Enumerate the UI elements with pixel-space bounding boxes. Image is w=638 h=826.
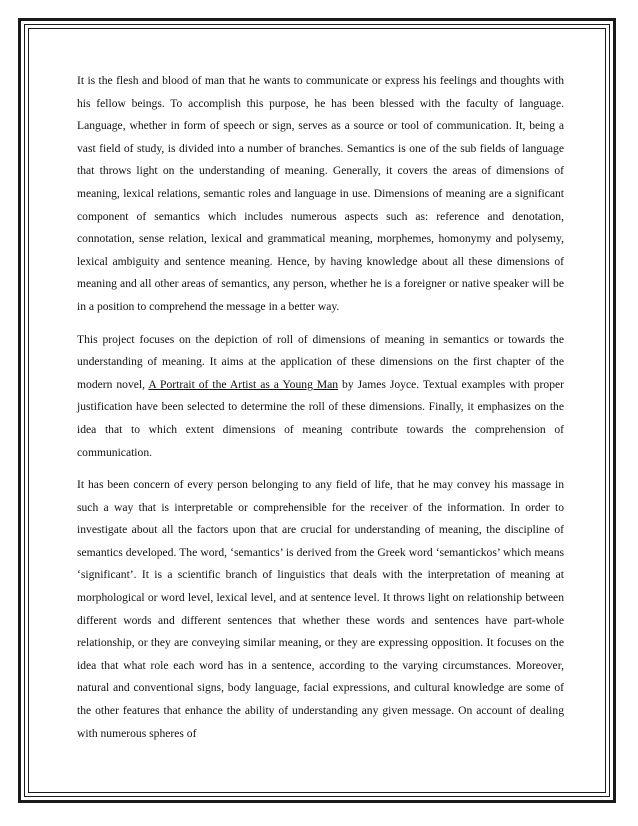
paragraph-1: It is the flesh and blood of man that he wants to communicate or express his feelings and thoughts with his fellow beings. To accomplish this purpose, he has been blessed with the faculty of language. Language, whether in form of speech or sign, serves as a source or tool of communication. It, being a vast field of study, is divided into a number of branches. Semantics is one of the sub fields of language that throws light on the understanding of meaning. Generally, it covers the areas of dimensions of meaning, lexical relations, semantic roles and language in use. Dimensions of meaning are a significant component of semantics which includes numerous aspects such as: reference and denotation, connotation, sense relation, lexical and grammatical meaning, morphemes, homonymy and polysemy, lexical ambiguity and sentence meaning. Hence, by having knowledge about all these dimensions of meaning and all other areas of semantics, any person, whether he is a foreigner or native speaker will be in a position to comprehend the message in a better way. xyxy=(77,74,564,313)
paragraph-2 xyxy=(77,329,564,465)
paragraph-2-text-before: This project focuses on the depiction of roll of dimensions of meaning in semantics or towards the understanding of meaning. It aims at the application of these dimensions on the first chapter of the modern novel, xyxy=(77,332,564,391)
paragraph-3: It has been concern of every person belonging to any field of life, that he may convey his massage in such a way that is interpretable or comprehensible for the receiver of the information. In order to investigate about all the factors upon that are crucial for understanding of meaning, the discipline of semantics developed. The word, ‘semantics’ is derived from the Greek word ‘semantickos’ which means ‘significant’. It is a scientific branch of linguistics that deals with the interpretation of meaning at morphological or word level, lexical level, and at sentence level. It throws light on relationship between different words and different sentences that whether these words and sentences have part-whole relationship, or they are conveying similar meaning, or they are expressing opposition. It focuses on the idea that what role each word has in a sentence, according to the varying circumstances. Moreover, natural and conventional signs, body language, facial expressions, and cultural knowledge are some of the other features that enhance the ability of understanding any given message. On account of dealing with numerous spheres of xyxy=(77,478,564,740)
novel-title: A Portrait of the Artist as a Young Man xyxy=(148,377,339,391)
document-body xyxy=(77,70,564,755)
paragraph-2-text-after: by James Joyce. Textual examples with proper justification have been selected to determine the roll of these dimensions. Finally, it emphasizes on the idea that to which extent dimensions of meaning contribute towards the comprehension of communication. xyxy=(77,377,564,459)
